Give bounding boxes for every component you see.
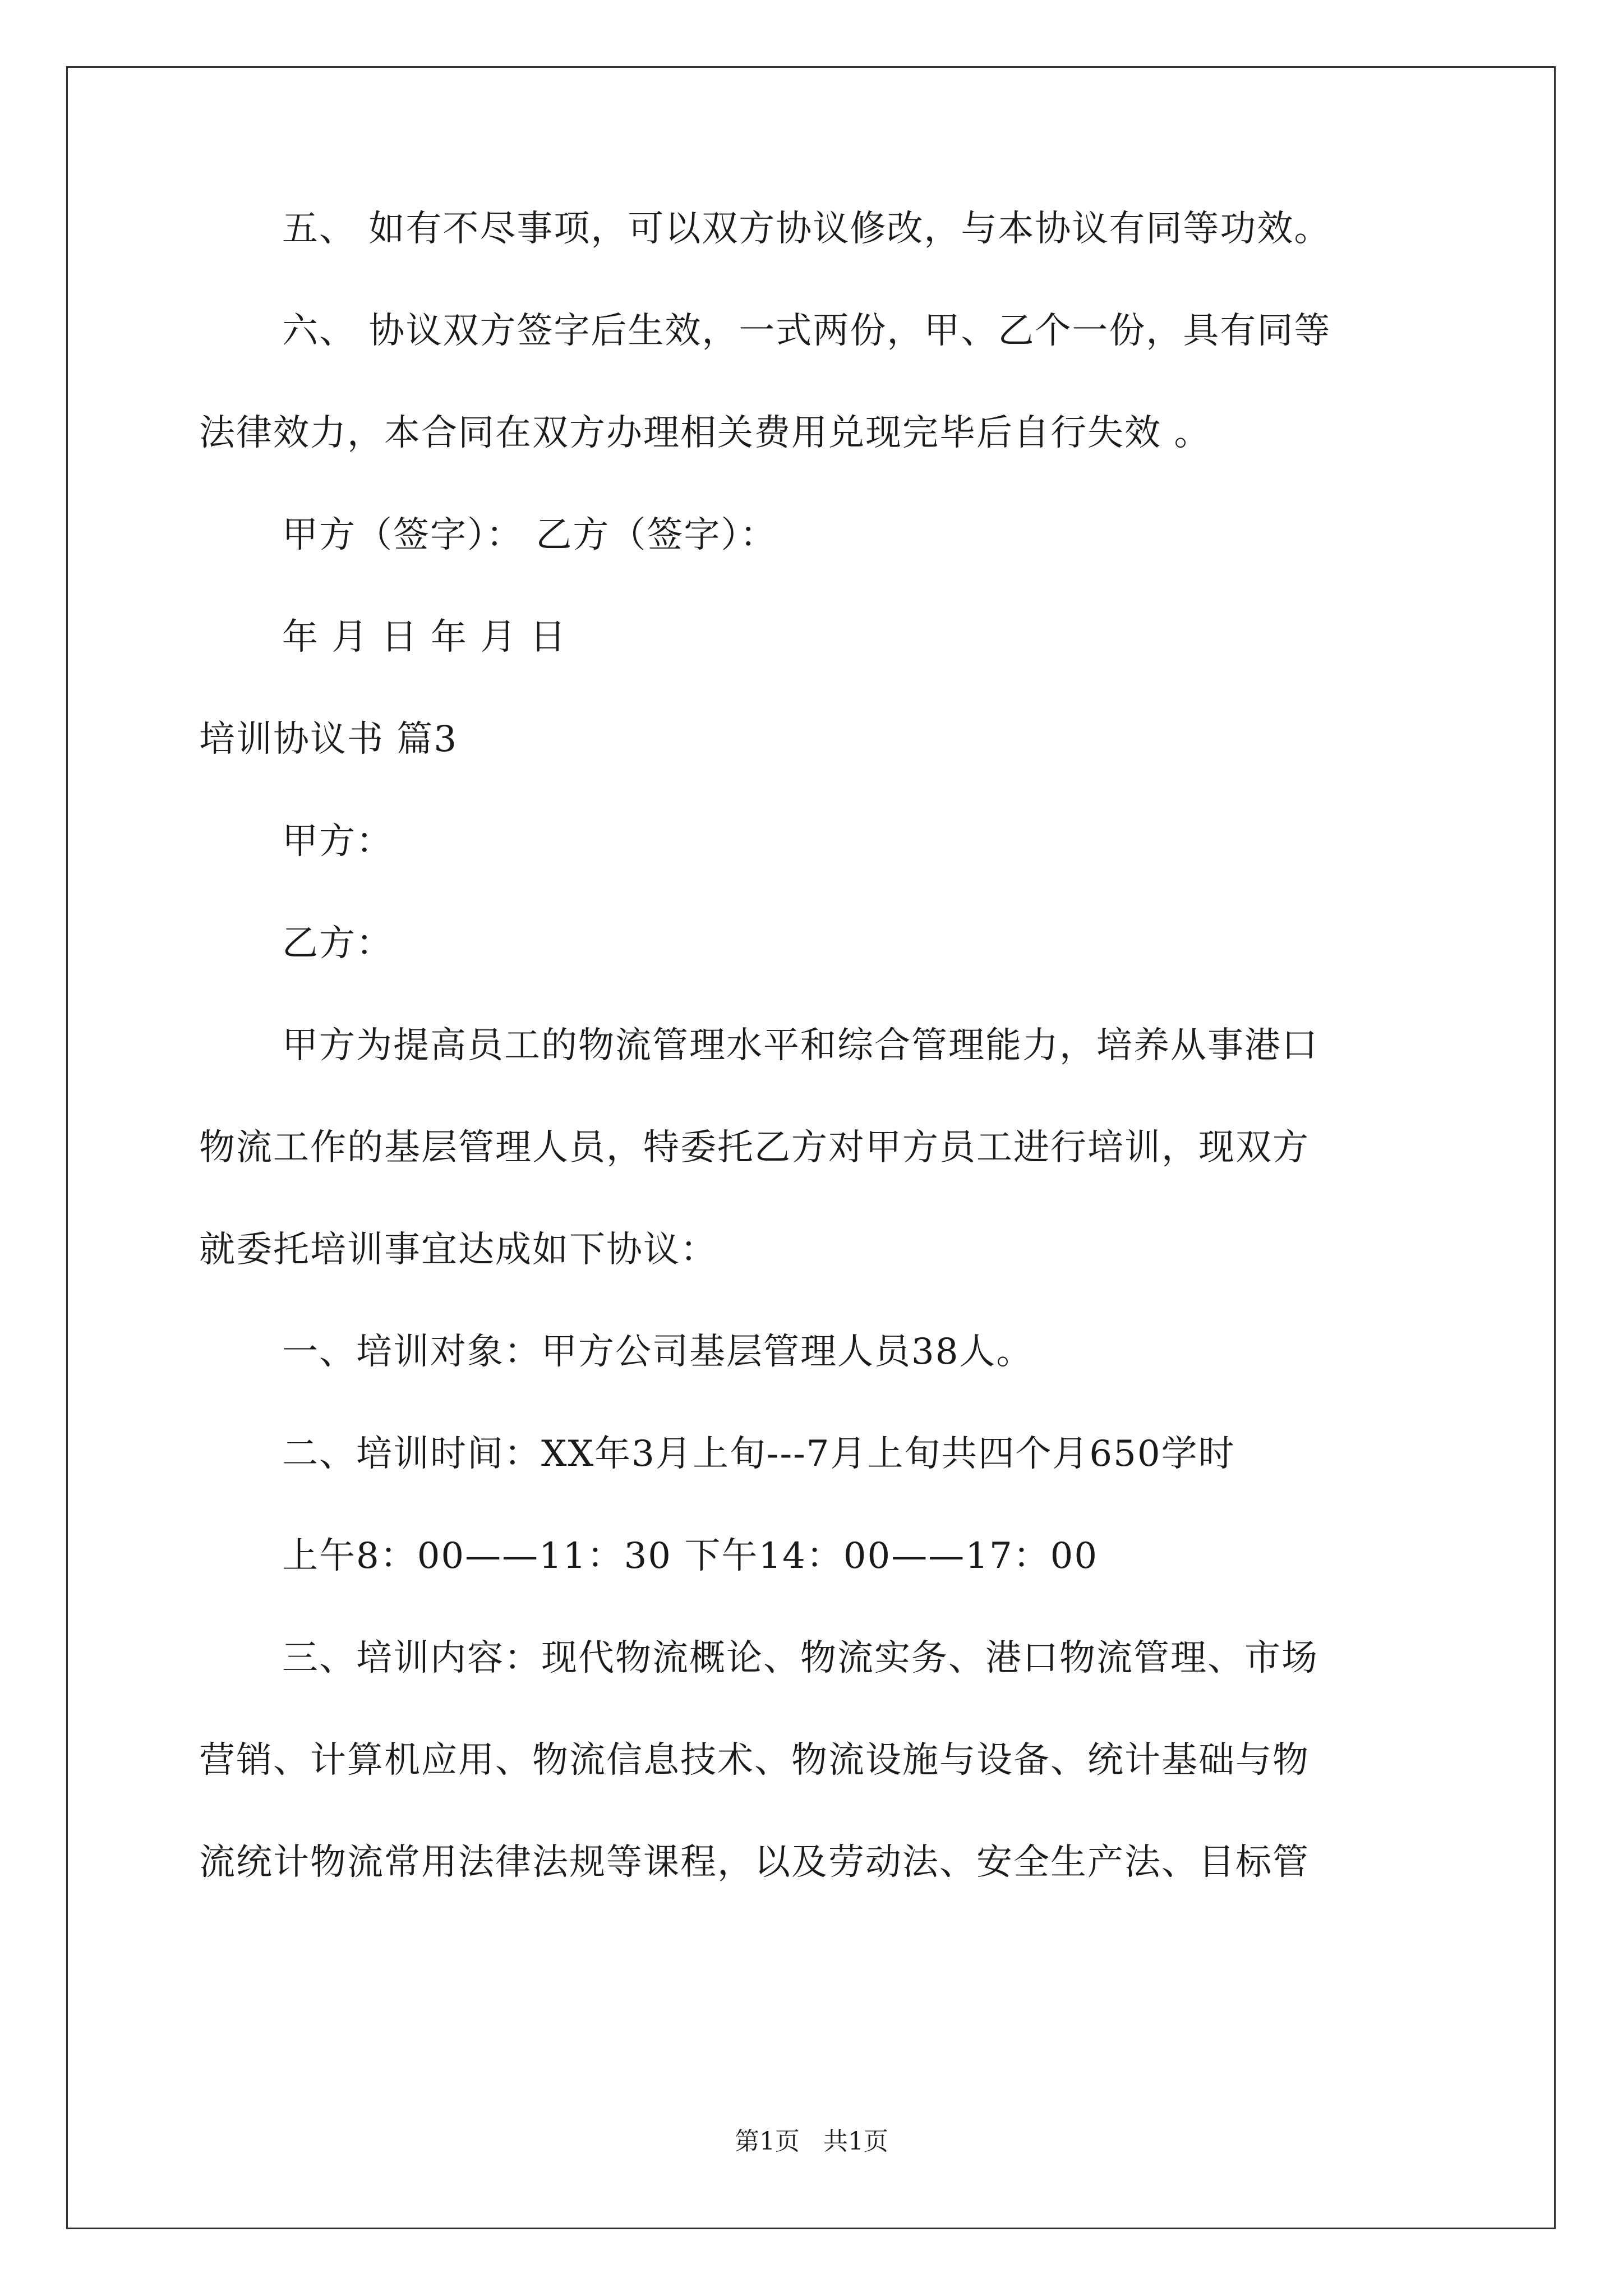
paragraph-item-3	[199, 1631, 1433, 1889]
paragraph-item-2	[199, 1427, 1433, 1481]
paragraph-item-1	[199, 1325, 1433, 1379]
text-line: 甲方（签字）： 乙方（签字）：	[282, 514, 777, 556]
text-line: 上午8：00——11：30 下午14：00——17：00	[282, 1535, 1099, 1577]
paragraph-item-6	[199, 304, 1433, 460]
document-body	[199, 202, 1433, 1889]
text-line: 六、 协议双方签字后生效，一式两份，甲、乙个一份，具有同等	[282, 310, 1331, 352]
text-line: 五、 如有不尽事项，可以双方协议修改，与本协议有同等功效。	[282, 208, 1331, 250]
paragraph-item-5	[199, 202, 1433, 256]
text-line: 二、培训时间：XX年3月上旬---7月上旬共四个月650学时	[282, 1433, 1235, 1475]
page-footer	[0, 2125, 1623, 2159]
section-title	[199, 712, 1433, 766]
signature-line	[199, 508, 1433, 562]
text-line: 营销、计算机应用、物流信息技术、物流设施与设备、统计基础与物	[199, 1740, 1310, 1781]
intro-paragraph	[199, 1019, 1433, 1277]
text-line: 就委托培训事宜达成如下协议：	[199, 1229, 717, 1271]
text-line: 甲方为提高员工的物流管理水平和综合管理能力，培养从事港口	[282, 1025, 1318, 1066]
party-b-line	[199, 917, 1433, 970]
page-total: 共1页	[823, 2127, 888, 2156]
text-line: 物流工作的基层管理人员，特委托乙方对甲方员工进行培训，现双方	[199, 1127, 1310, 1168]
text-line: 一、培训对象：甲方公司基层管理人员38人。	[282, 1331, 1034, 1373]
text-line: 三、培训内容：现代物流概论、物流实务、港口物流管理、市场	[282, 1637, 1318, 1679]
page-number: 第1页	[735, 2127, 800, 2156]
section-heading: 培训协议书 篇3	[199, 719, 458, 760]
text-line: 甲方：	[282, 821, 393, 862]
text-line: 乙方：	[282, 923, 393, 964]
date-line	[199, 610, 1433, 664]
text-line: 法律效力，本合同在双方办理相关费用兑现完毕后自行失效 。	[199, 412, 1211, 454]
schedule-hours-line	[199, 1529, 1433, 1583]
text-line: 流统计物流常用法律法规等课程，以及劳动法、安全生产法、目标管	[199, 1842, 1310, 1883]
party-a-line	[199, 815, 1433, 868]
text-line: 年 月 日 年 月 日	[282, 616, 567, 658]
